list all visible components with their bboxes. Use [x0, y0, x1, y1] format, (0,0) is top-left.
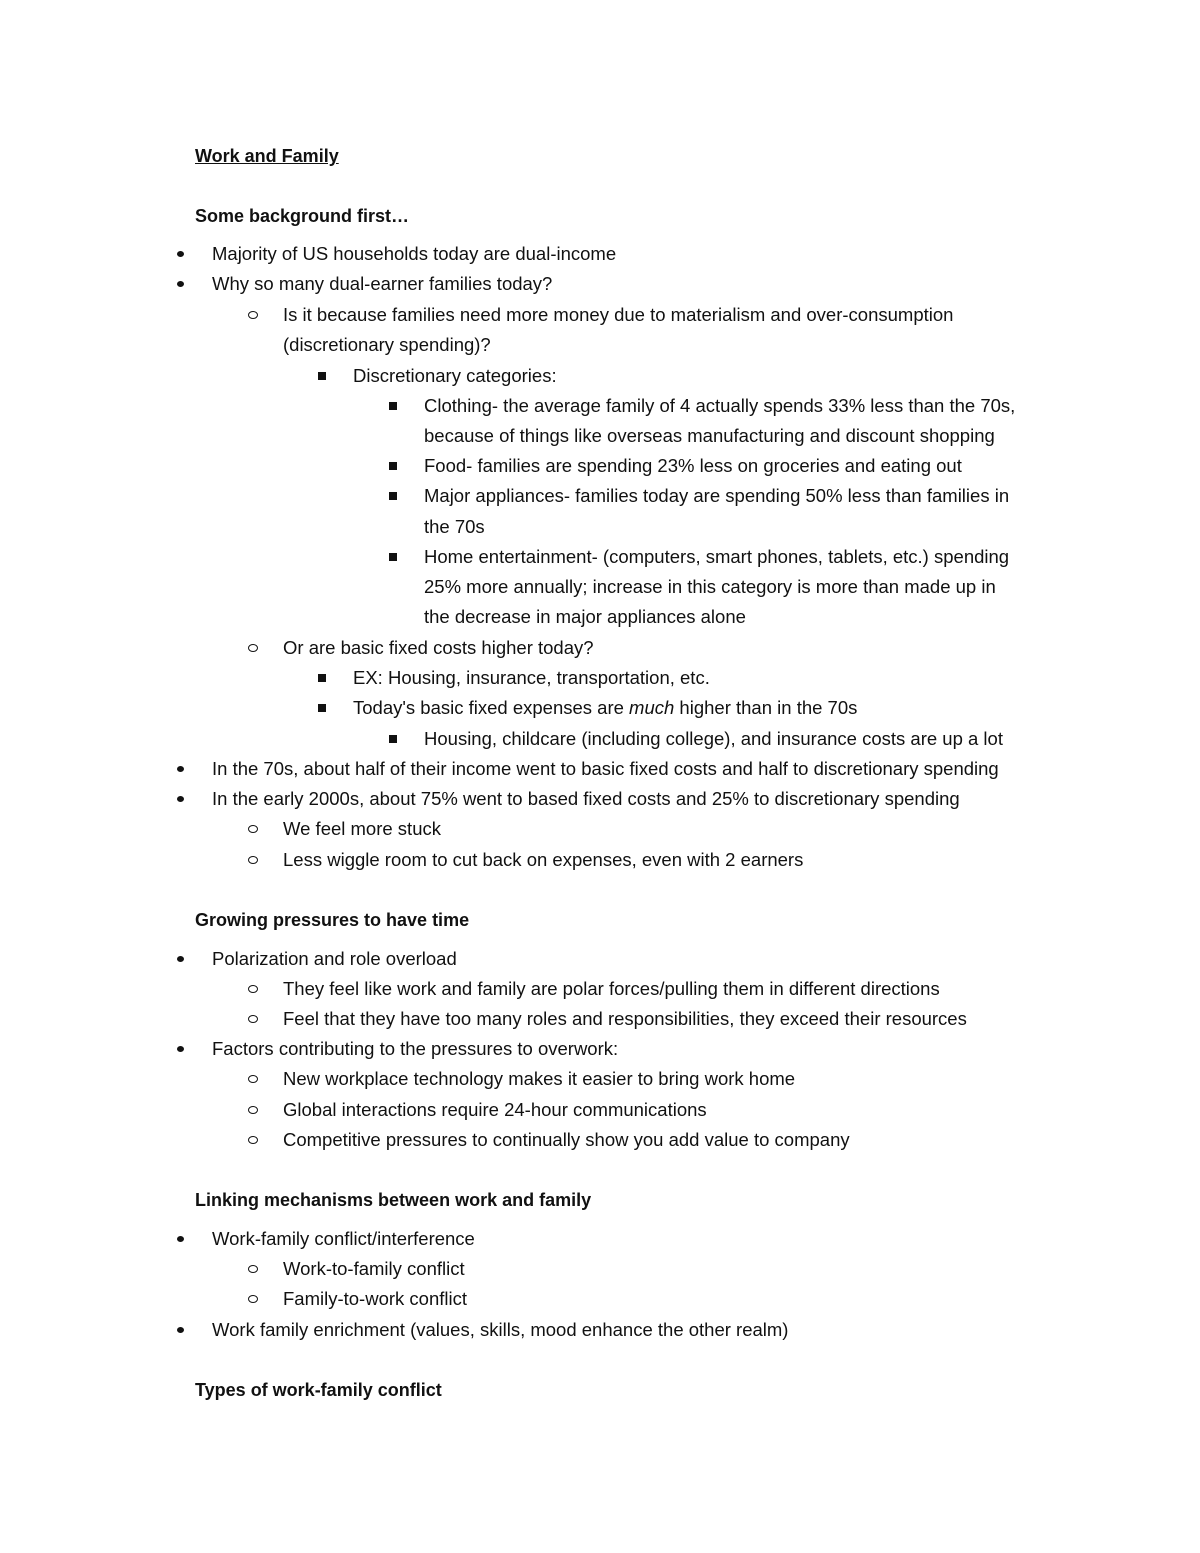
bullet-level2: [246, 848, 260, 872]
list-item-continuation: the decrease in major appliances alone: [424, 606, 746, 627]
list-item: Global interactions require 24-hour communications: [283, 1099, 707, 1120]
list-item: Work-to-family conflict: [283, 1258, 465, 1279]
list-item: Majority of US households today are dual-income: [212, 243, 617, 264]
bullet-level3: [316, 666, 328, 690]
list-item: Factors contributing to the pressures to overwork:: [212, 1038, 619, 1059]
list-item: Why so many dual-earner families today?: [212, 273, 553, 294]
bullet-level4: [387, 394, 399, 418]
list-item: Discretionary categories:: [353, 365, 557, 386]
bullet-level2: [246, 1287, 260, 1311]
bullet-level2: [246, 817, 260, 841]
bullet-level2: [246, 303, 260, 327]
list-item: EX: Housing, insurance, transportation, etc.: [353, 667, 710, 688]
bullet-level2: [246, 1067, 260, 1091]
bullet-level4: [387, 484, 399, 508]
bullet-level1: [175, 1227, 187, 1251]
bullet-level2: [246, 977, 260, 1001]
list-item: Competitive pressures to continually show you add value to company: [283, 1129, 850, 1150]
list-item: Or are basic fixed costs higher today?: [283, 637, 594, 658]
bullet-level1: [175, 1037, 187, 1061]
section-heading-linking: Linking mechanisms between work and family: [195, 1190, 592, 1210]
list-item-continuation: the 70s: [424, 516, 485, 537]
bullet-level2: [246, 1128, 260, 1152]
list-item: In the 70s, about half of their income went to basic fixed costs and half to discretionary spending: [212, 758, 999, 779]
section-heading-pressures: Growing pressures to have time: [195, 910, 470, 930]
section-heading-background: Some background first…: [195, 206, 410, 226]
list-item-continuation: 25% more annually; increase in this category is more than made up in: [424, 576, 996, 597]
bullet-level3: [316, 696, 328, 720]
list-item: Work family enrichment (values, skills, mood enhance the other realm): [212, 1319, 789, 1340]
list-item: We feel more stuck: [283, 818, 441, 839]
bullet-level2: [246, 1257, 260, 1281]
list-item: Polarization and role overload: [212, 948, 457, 969]
bullet-level1: [175, 1318, 187, 1342]
list-item: [353, 696, 857, 720]
bullet-level1: [175, 947, 187, 971]
list-item-text: higher than in the 70s: [674, 697, 858, 718]
bullet-level1: [175, 787, 187, 811]
list-item: Clothing- the average family of 4 actually spends 33% less than the 70s,: [424, 395, 1016, 416]
list-item: Work-family conflict/interference: [212, 1228, 475, 1249]
bullet-level4: [387, 454, 399, 478]
bullet-level4: [387, 545, 399, 569]
list-item-continuation: because of things like overseas manufacturing and discount shopping: [424, 425, 995, 446]
list-item-continuation: (discretionary spending)?: [283, 334, 491, 355]
list-item: Food- families are spending 23% less on groceries and eating out: [424, 455, 962, 476]
bullet-level2: [246, 636, 260, 660]
list-item: Less wiggle room to cut back on expenses, even with 2 earners: [283, 849, 804, 870]
list-item: Is it because families need more money due to materialism and over-consumption: [283, 304, 954, 325]
document-title: Work and Family: [195, 146, 339, 166]
list-item: Housing, childcare (including college), and insurance costs are up a lot: [424, 728, 1003, 749]
list-item: In the early 2000s, about 75% went to based fixed costs and 25% to discretionary spending: [212, 788, 960, 809]
list-item: Home entertainment- (computers, smart phones, tablets, etc.) spending: [424, 546, 1010, 567]
bullet-level2: [246, 1098, 260, 1122]
list-item-text: Today's basic fixed expenses are: [353, 697, 630, 718]
section-heading-types: Types of work-family conflict: [195, 1380, 442, 1400]
list-item: They feel like work and family are polar forces/pulling them in different directions: [283, 978, 940, 999]
bullet-level4: [387, 727, 399, 751]
bullet-level1: [175, 272, 187, 296]
bullet-level1: [175, 757, 187, 781]
bullet-level2: [246, 1007, 260, 1031]
emphasis-text: much: [629, 697, 675, 718]
list-item: Major appliances- families today are spending 50% less than families in: [424, 485, 1010, 506]
bullet-level3: [316, 364, 328, 388]
list-item: Family-to-work conflict: [283, 1288, 467, 1309]
list-item: New workplace technology makes it easier to bring work home: [283, 1068, 796, 1089]
bullet-level1: [175, 242, 187, 266]
list-item: Feel that they have too many roles and responsibilities, they exceed their resources: [283, 1008, 967, 1029]
